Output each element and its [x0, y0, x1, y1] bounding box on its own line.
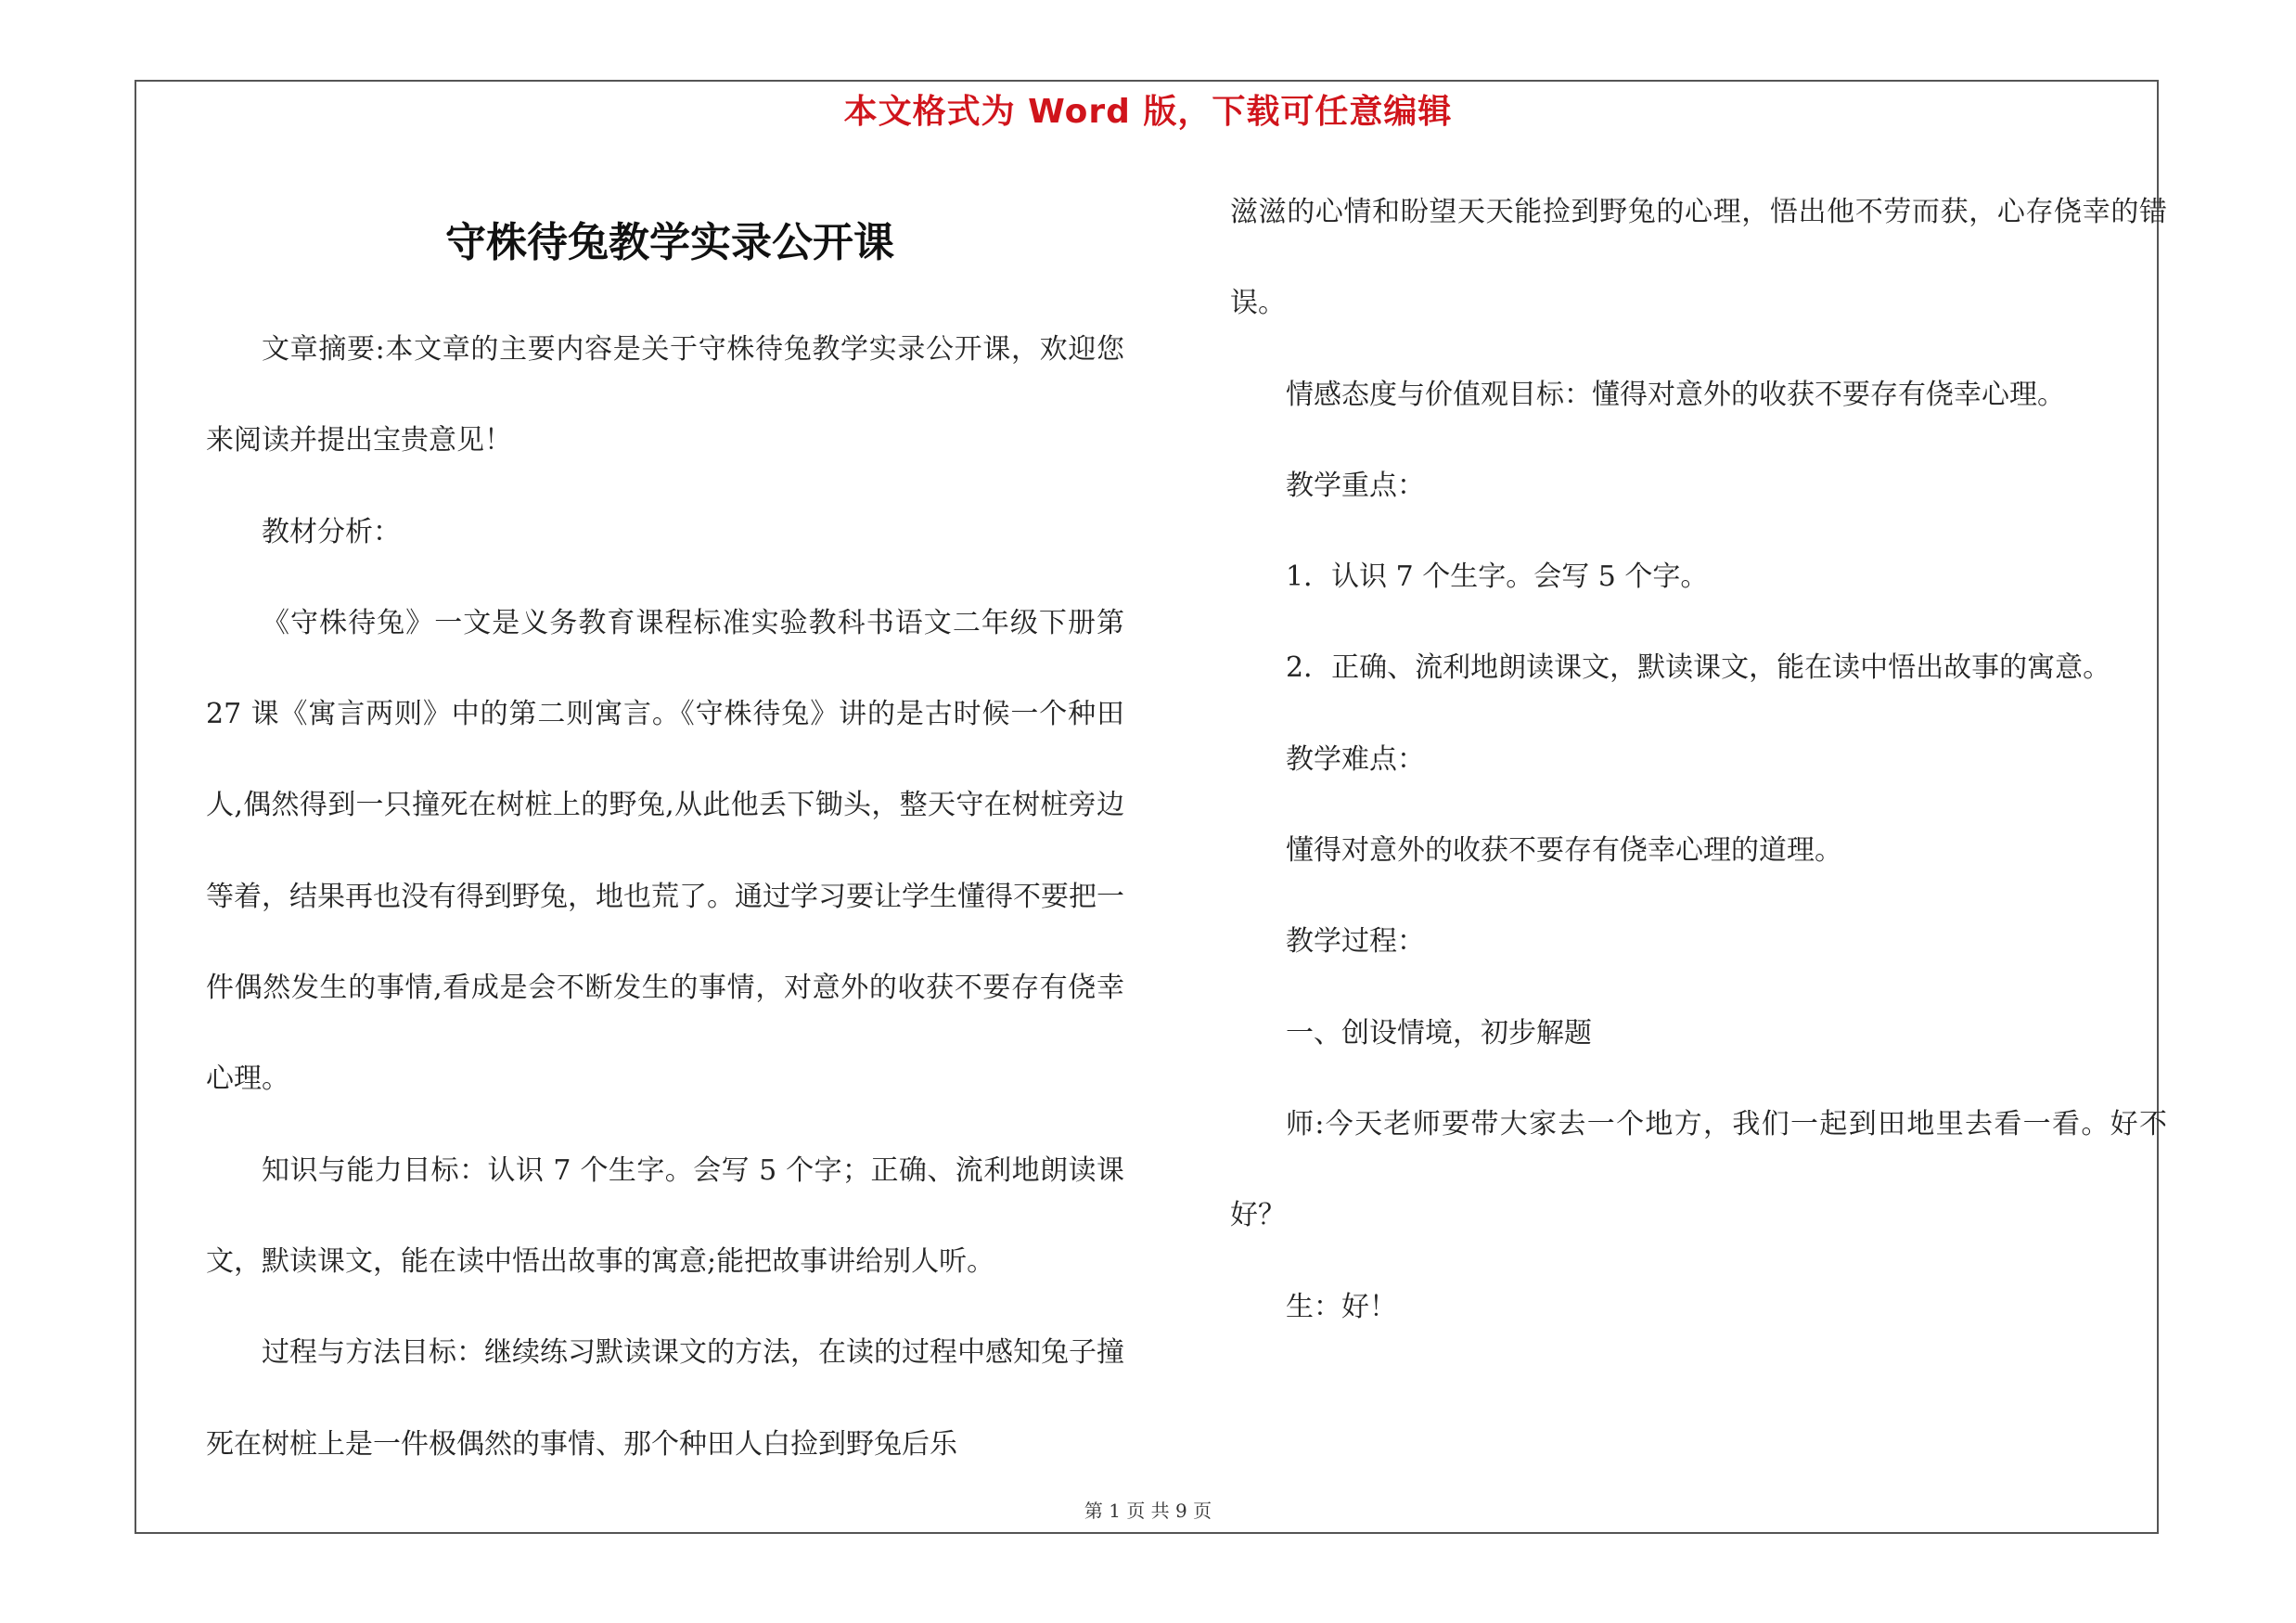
abstract-paragraph: 文章摘要:本文章的主要内容是关于守株待兔教学实录公开课，欢迎您来阅读并提出宝贵意见！ — [206, 333, 1124, 457]
page-number-footer: 第 1 页 共 9 页 — [1084, 1500, 1212, 1522]
textbook-analysis-heading: 教材分析： — [262, 515, 401, 548]
left-text-column — [206, 304, 1124, 1490]
document-title: 守株待兔教学实录公开课 — [445, 219, 894, 266]
teaching-process-heading: 教学过程： — [1286, 925, 1425, 959]
textbook-analysis-paragraph: 《守株待兔》一文是义务教育课程标准实验教科书语文二年级下册第 27 课《寓言两则》中的第二则寓言。《守株待兔》讲的是古时候一个种田人,偶然得到一只撞死在树桩上的野兔,从此他丢下锄头，整天守在树桩旁边等着，结果再也没有得到野兔，地也荒了。通过学习要让学生懂得不要把一件偶然发生的事情,看成是会不断发生的事情，对意外的收获不要存有侥幸心理。 — [206, 606, 1124, 1096]
key-points-heading: 教学重点： — [1286, 469, 1425, 502]
difficulty-paragraph: 懂得对意外的收获不要存有侥幸心理的道理。 — [1286, 834, 1842, 868]
process-goal-continuation: 滋滋的心情和盼望天天能捡到野兔的心理，悟出他不劳而获，心存侥幸的错误。 — [1230, 196, 2167, 320]
section-one-heading: 一、创设情境，初步解题 — [1286, 1016, 1592, 1050]
key-point-2: 2．正确、流利地朗读课文，默读课文，能在读中悟出故事的寓意。 — [1286, 651, 2111, 685]
key-point-1: 1．认识 7 个生字。会写 5 个字。 — [1286, 560, 1709, 594]
word-format-banner: 本文格式为 Word 版，下载可任意编辑 — [843, 93, 1453, 131]
teacher-line: 师:今天老师要带大家去一个地方，我们一起到田地里去看一看。好不好？ — [1230, 1107, 2167, 1232]
knowledge-goal-paragraph: 知识与能力目标：认识 7 个生字。会写 5 个字；正确、流利地朗读课文，默读课文，能在读中悟出故事的寓意;能把故事讲给别人听。 — [206, 1153, 1124, 1278]
right-text-column — [1230, 167, 2167, 1353]
difficulty-heading: 教学难点： — [1286, 742, 1425, 776]
process-goal-paragraph: 过程与方法目标：继续练习默读课文的方法，在读的过程中感知兔子撞死在树桩上是一件极偶然的事情、那个种田人白捡到野兔后乐 — [206, 1336, 1124, 1461]
emotion-goal-paragraph: 情感态度与价值观目标：懂得对意外的收获不要存有侥幸心理。 — [1286, 378, 2065, 411]
student-line: 生：好！ — [1286, 1290, 1397, 1323]
